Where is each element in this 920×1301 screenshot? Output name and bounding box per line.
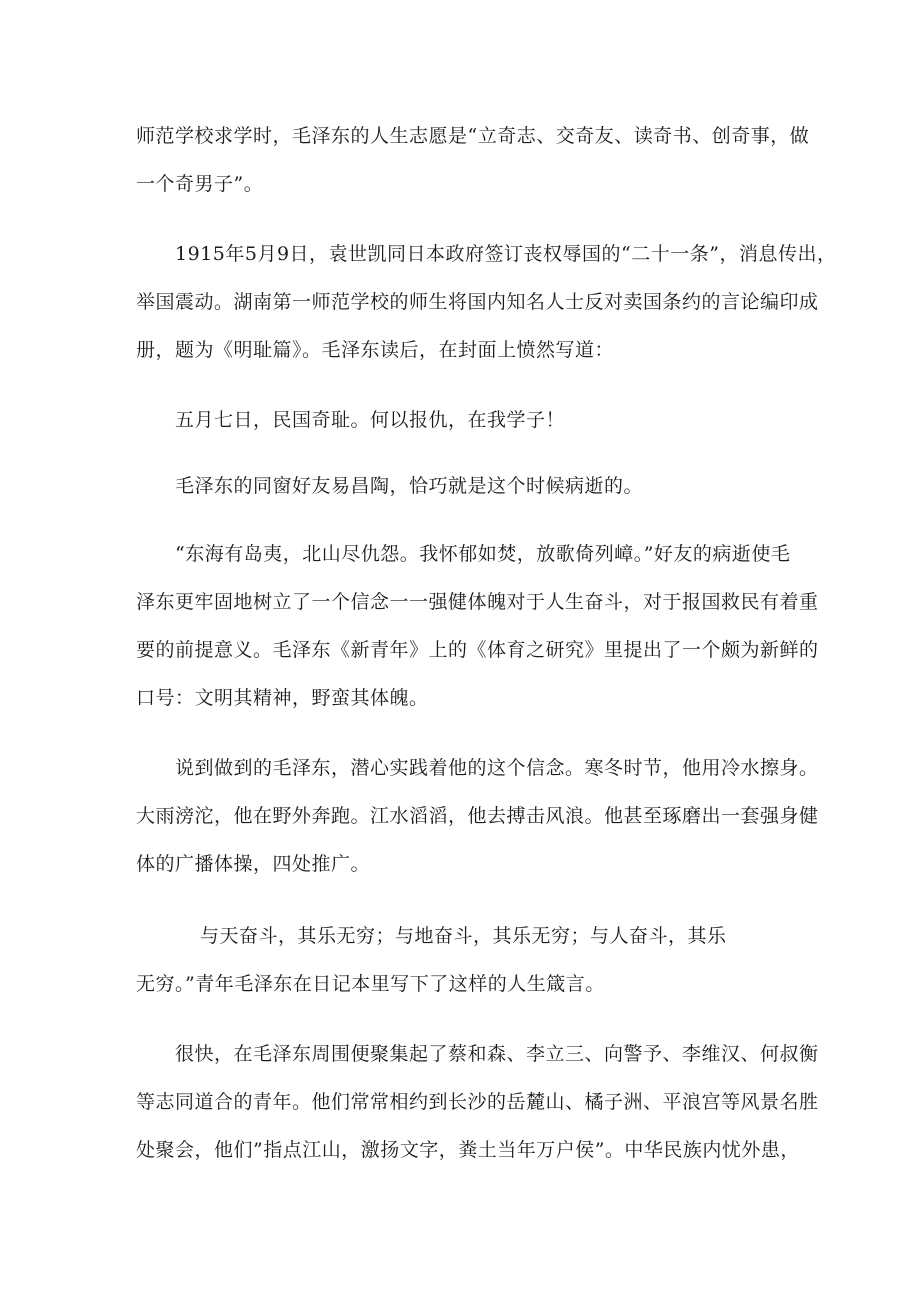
text-line: 要的前提意义。毛泽东《新青年》上的《体育之研究》里提出了一个颇为新鲜的 bbox=[136, 639, 819, 661]
text-line: 一个奇男子”。 bbox=[136, 173, 264, 195]
text-line: 师范学校求学时，毛泽东的人生志愿是“立奇志、交奇友、读奇书、创奇事，做 bbox=[136, 125, 810, 147]
text-line: 举国震动。湖南第一师范学校的师生将国内知名人士反对卖国条约的言论编印成 bbox=[136, 291, 819, 313]
text-line: 1915年5月9日，袁世凯同日本政府签订丧权辱国的“二十一条”，消息传出， bbox=[175, 243, 837, 265]
text-line: 无穷。”青年毛泽东在日记本里写下了这样的人生箴言。 bbox=[136, 973, 605, 995]
text-line: 册，题为《明耻篇》。毛泽东读后，在封面上愤然写道： bbox=[136, 339, 615, 361]
text-line: 体的广播体操，四处推广。 bbox=[136, 853, 371, 875]
text-line: 等志同道合的青年。他们常常相约到长沙的岳麓山、橘子洲、平浪宫等风景名胜 bbox=[136, 1091, 819, 1113]
text-line: 很快，在毛泽东周围便聚集起了蔡和森、李立三、向警予、李维汉、何叔衡 bbox=[175, 1043, 819, 1065]
text-line: 处聚会，他们”指点江山，激扬文字，粪土当年万户侯”。中华民族内忧外患， bbox=[136, 1139, 800, 1161]
text-line: 口号：文明其精神，野蛮其体魄。 bbox=[136, 687, 429, 709]
text-line: 毛泽东的同窗好友易昌陶，恰巧就是这个时候病逝的。 bbox=[175, 475, 644, 497]
text-line: 大雨滂沱，他在野外奔跑。江水滔滔，他去搏击风浪。他甚至琢磨出一套强身健 bbox=[136, 805, 819, 827]
text-line: 五月七日，民国奇耻。何以报仇，在我学子！ bbox=[175, 409, 566, 431]
text-line: 泽东更牢固地树立了一个信念一一强健体魄对于人生奋斗，对于报国救民有着重 bbox=[136, 591, 819, 613]
text-line: 说到做到的毛泽东，潜心实践着他的这个信念。寒冬时节，他用冷水擦身。 bbox=[175, 757, 819, 779]
text-line: 与天奋斗，其乐无穷；与地奋斗，其乐无穷；与人奋斗，其乐 bbox=[200, 925, 727, 947]
text-line: “东海有岛夷，北山尽仇怨。我怀郁如焚，放歌倚列嶂。”好友的病逝使毛 bbox=[175, 543, 791, 565]
